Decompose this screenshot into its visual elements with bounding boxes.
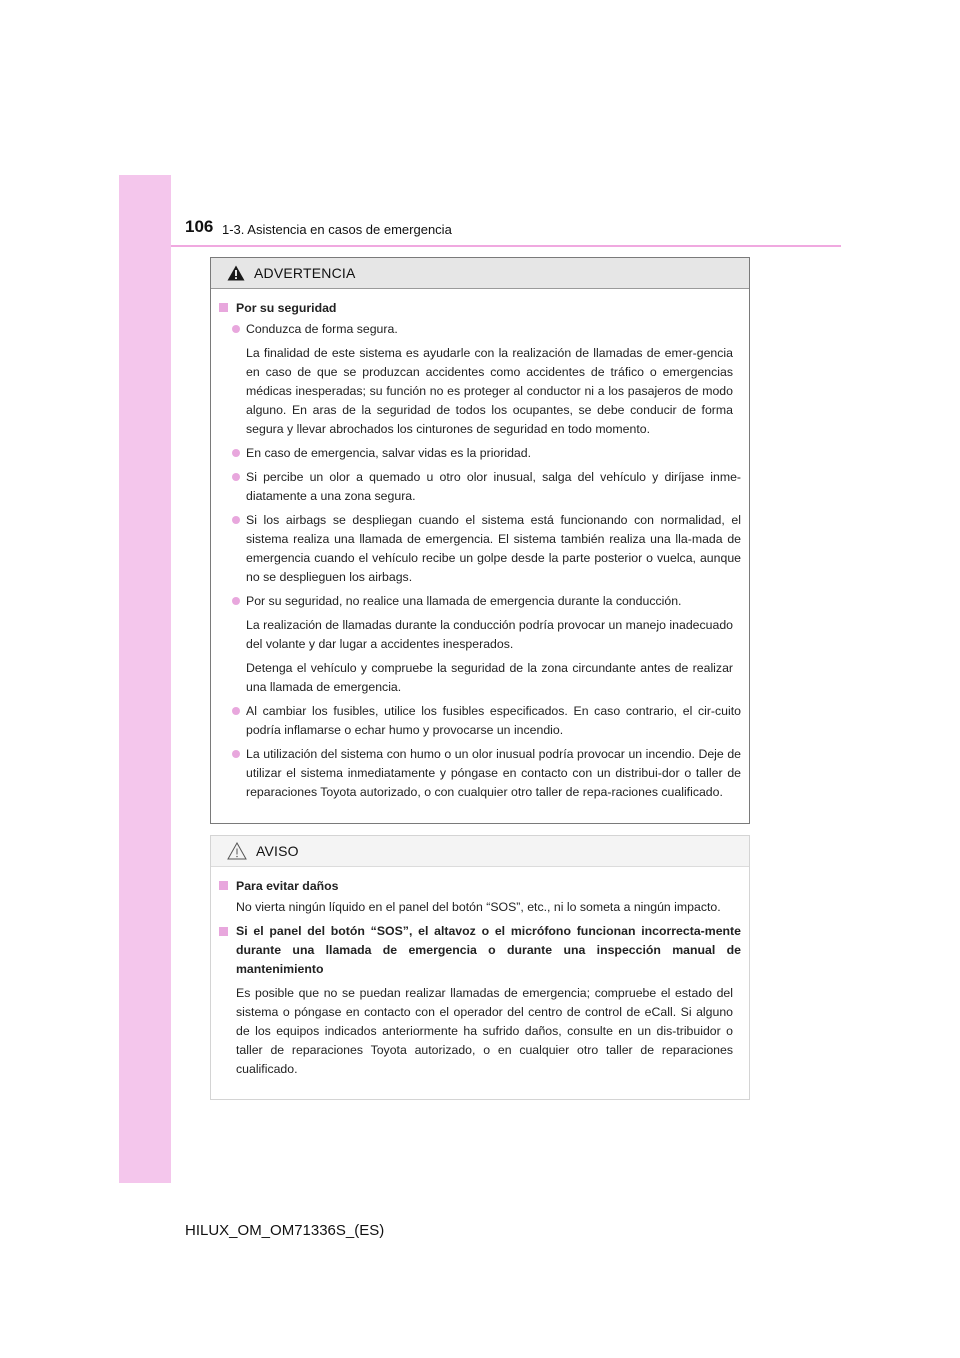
section-title: 1-3. Asistencia en casos de emergencia [222, 222, 452, 237]
round-bullet-icon [232, 449, 240, 457]
square-bullet-icon [219, 927, 228, 936]
page-number: 106 [185, 217, 214, 236]
notice-heading-text: Si el panel del botón “SOS”, el altavoz o el micrófono funcionan incorrecta-mente durante una llamada de emergencia o durante una inspección manual de mantenimiento [236, 924, 741, 976]
paragraph: Es posible que no se puedan realizar llamadas de emergencia; compruebe el estado del sistema o póngase en contacto con el operador del centro de control de eCall. Si alguno de los equipos indicados anteriormente ha sufrido daños, consulte en un dis-tribuidor o taller de reparaciones Toyota autorizado, o en cualquier otro taller de reparaciones cualificado. [236, 986, 733, 1076]
warning-triangle-icon [227, 265, 245, 281]
square-bullet-icon [219, 303, 228, 312]
round-bullet-icon [232, 750, 240, 758]
side-band [119, 175, 171, 1183]
round-bullet-icon [232, 325, 240, 333]
list-item [232, 702, 741, 740]
caution-triangle-icon [227, 842, 247, 860]
notice-header [211, 836, 749, 867]
warning-heading-text: Por su seguridad [236, 301, 337, 315]
notice-heading-text: Para evitar daños [236, 879, 339, 893]
list-item-text: Si percibe un olor a quemado u otro olor inusual, salga del vehículo y diríjase inme-diatamente a una zona segura. [246, 470, 741, 503]
paragraph: Detenga el vehículo y compruebe la seguridad de la zona circundante antes de realizar una llamada de emergencia. [246, 661, 733, 694]
list-item-text: Por su seguridad, no realice una llamada de emergencia durante la conducción. [246, 594, 682, 608]
round-bullet-icon [232, 516, 240, 524]
notice-heading [219, 878, 741, 894]
list-item-text: En caso de emergencia, salvar vidas es la prioridad. [246, 446, 532, 460]
list-item [232, 444, 741, 463]
warning-heading [219, 300, 741, 316]
notice-box [210, 835, 750, 1100]
list-item-text: Si los airbags se despliegan cuando el sistema está funcionando con normalidad, el sistema realiza una llamada de emergencia. El sistema también realiza una lla-mada de emergencia cuando el vehículo recibe un golpe desde la parte posterior o vuelca, aunque no se desplieguen los airbags. [246, 513, 741, 584]
list-item-text: Al cambiar los fusibles, utilice los fusibles especificados. En caso contrario, el cir-cuito podría inflamarse o echar humo y provocarse un incendio. [246, 704, 741, 737]
header-rule [171, 245, 841, 247]
document-code: HILUX_OM_OM71336S_(ES) [185, 1222, 385, 1239]
paragraph: No vierta ningún líquido en el panel del botón “SOS”, etc., ni lo someta a ningún impacto. [236, 900, 721, 914]
warning-title: ADVERTENCIA [254, 265, 356, 281]
round-bullet-icon [232, 707, 240, 715]
warning-header [211, 258, 749, 289]
list-item [232, 592, 741, 611]
round-bullet-icon [232, 473, 240, 481]
list-item-text: Conduzca de forma segura. [246, 322, 398, 336]
list-item [232, 468, 741, 506]
list-item [232, 745, 741, 802]
notice-heading [219, 922, 741, 979]
paragraph: La realización de llamadas durante la conducción podría provocar un manejo inadecuado del volante y dar lugar a accidentes inesperados. [246, 618, 733, 651]
round-bullet-icon [232, 597, 240, 605]
warning-box [210, 257, 750, 824]
notice-title: AVISO [256, 843, 299, 859]
notice-body [211, 867, 749, 1079]
paragraph: La finalidad de este sistema es ayudarle con la realización de llamadas de emer-gencia en caso de que se produzcan accidentes como accidentes de tráfico o emergencias médicas inesperadas; su función no es proteger al conductor ni a los pasajeros de modo alguno. En aras de la seguridad de todos los ocupantes, se debe conducir de forma segura y llevar abrochados los cinturones de seguridad en todo momento. [246, 346, 733, 436]
list-item-text: La utilización del sistema con humo o un olor inusual podría provocar un incendio. Deje de utilizar el sistema inmediatamente y póngase en contacto con un distribui-dor o taller de reparaciones Toyota autorizado, o con cualquier otro taller de repa-raciones cualificado. [246, 747, 741, 799]
warning-body [211, 289, 749, 802]
list-item [232, 511, 741, 587]
list-item [232, 320, 741, 339]
square-bullet-icon [219, 881, 228, 890]
